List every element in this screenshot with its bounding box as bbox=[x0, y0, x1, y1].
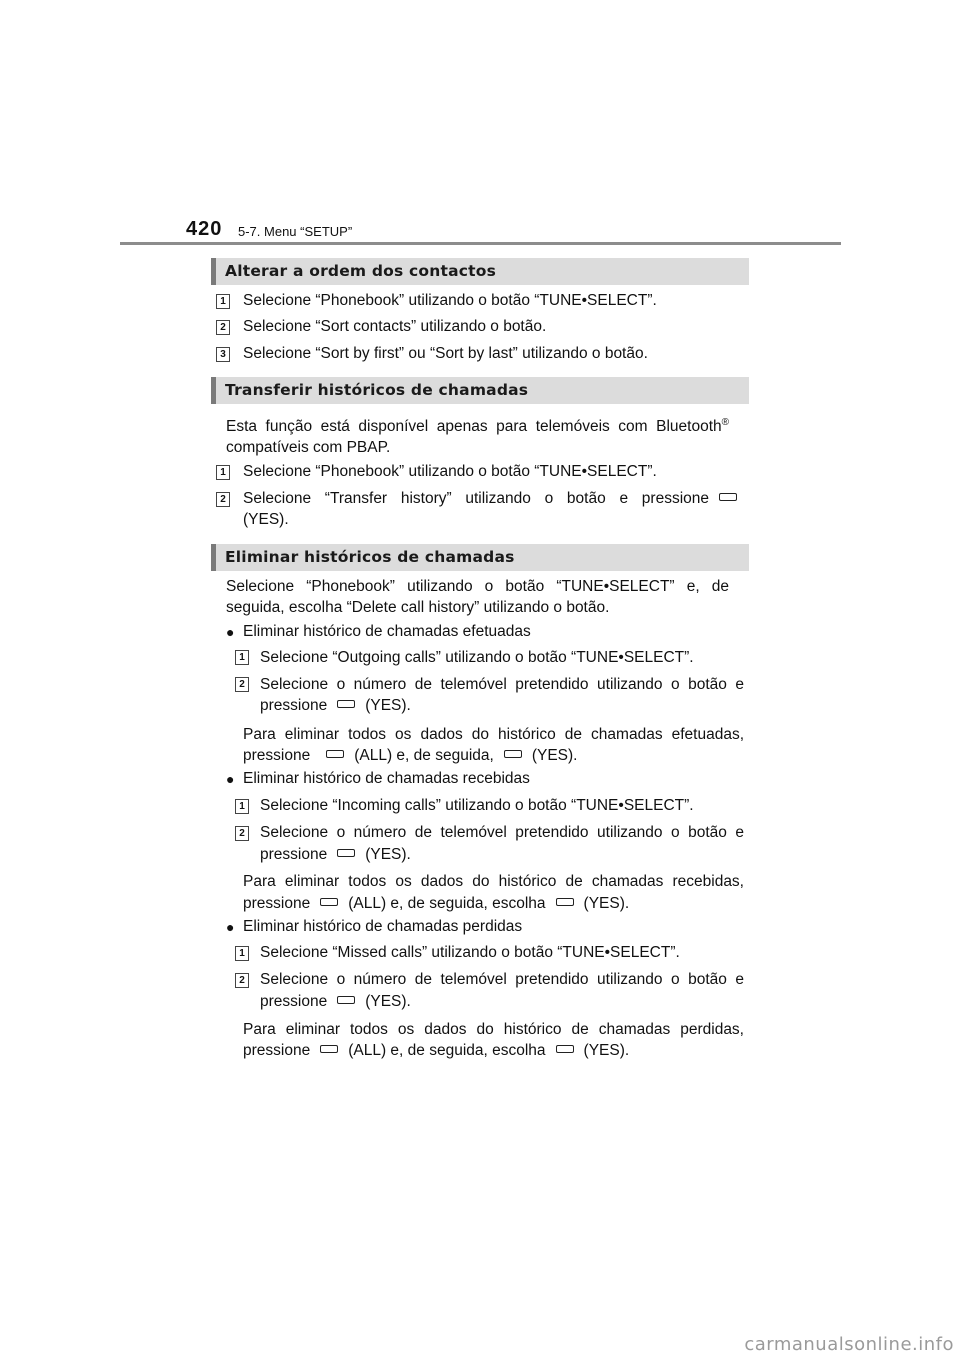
step-number-badge: 2 bbox=[216, 492, 230, 507]
note-text: Para eliminar todos os dados do histórico de chamadas recebidas, bbox=[243, 873, 744, 890]
paragraph-line: compatíveis com PBAP. bbox=[226, 439, 391, 456]
yes-key-icon bbox=[504, 750, 522, 758]
watermark: carmanualsonline.info bbox=[744, 1334, 954, 1355]
step-number-badge: 3 bbox=[216, 347, 230, 362]
yes-key-icon bbox=[337, 700, 355, 708]
step-text: Selecione “Sort contacts” utilizando o botão. bbox=[243, 318, 547, 335]
step-text: pressione (YES). bbox=[260, 993, 411, 1010]
chapter-title: 5-7. Menu “SETUP” bbox=[238, 224, 353, 239]
yes-key-icon bbox=[556, 1045, 574, 1053]
step-number-badge: 2 bbox=[235, 677, 249, 692]
step-text: Selecione “Phonebook” utilizando o botão “TUNE•SELECT”. bbox=[243, 463, 657, 480]
all-key-icon bbox=[320, 1045, 338, 1053]
section-heading-transfer-history bbox=[211, 377, 749, 404]
note-text: pressione (ALL) e, de seguida, escolha (YES). bbox=[243, 895, 630, 912]
step-number-badge: 1 bbox=[235, 799, 249, 814]
step-text: pressione (YES). bbox=[260, 697, 411, 714]
section-heading-delete-history bbox=[211, 544, 749, 571]
bullet-text: Eliminar histórico de chamadas efetuadas bbox=[243, 623, 531, 640]
step-number-badge: 2 bbox=[216, 320, 230, 335]
yes-key-icon bbox=[337, 849, 355, 857]
bullet-icon: ● bbox=[226, 624, 235, 640]
step-number-badge: 1 bbox=[235, 650, 249, 665]
all-key-icon bbox=[320, 898, 338, 906]
note-text: pressione (ALL) e, de seguida, (YES). bbox=[243, 747, 578, 764]
yes-key-icon bbox=[337, 996, 355, 1004]
step-number-badge: 2 bbox=[235, 826, 249, 841]
step-text: Selecione o número de telemóvel pretendido utilizando o botão e bbox=[260, 676, 744, 693]
bullet-icon: ● bbox=[226, 771, 235, 787]
paragraph-line: Esta função está disponível apenas para telemóveis com Bluetooth® bbox=[226, 416, 729, 435]
bullet-icon: ● bbox=[226, 919, 235, 935]
section-heading-sort-contacts bbox=[211, 258, 749, 285]
step-text: Selecione o número de telemóvel pretendido utilizando o botão e bbox=[260, 824, 744, 841]
yes-key-icon bbox=[719, 493, 737, 501]
step-text: Selecione “Transfer history” utilizando o botão e pressione bbox=[243, 489, 746, 509]
header-divider bbox=[120, 242, 841, 245]
section-heading-text: Eliminar históricos de chamadas bbox=[225, 548, 515, 566]
step-number-badge: 2 bbox=[235, 973, 249, 988]
step-number-badge: 1 bbox=[216, 465, 230, 480]
step-number-badge: 1 bbox=[235, 946, 249, 961]
paragraph-line: Selecione “Phonebook” utilizando o botão “TUNE•SELECT” e, de bbox=[226, 578, 729, 595]
step-text: Selecione “Phonebook” utilizando o botão “TUNE•SELECT”. bbox=[243, 292, 657, 309]
step-text: Selecione “Sort by first” ou “Sort by last” utilizando o botão. bbox=[243, 345, 648, 362]
step-number-badge: 1 bbox=[216, 294, 230, 309]
note-text: Para eliminar todos os dados do histórico de chamadas efetuadas, bbox=[243, 726, 744, 743]
note-text: pressione (ALL) e, de seguida, escolha (YES). bbox=[243, 1042, 630, 1059]
paragraph-line: seguida, escolha “Delete call history” utilizando o botão. bbox=[226, 599, 610, 616]
step-text: Selecione “Incoming calls” utilizando o botão “TUNE•SELECT”. bbox=[260, 797, 694, 814]
registered-mark: ® bbox=[721, 416, 729, 428]
section-heading-text: Alterar a ordem dos contactos bbox=[225, 262, 497, 280]
bullet-text: Eliminar histórico de chamadas perdidas bbox=[243, 918, 523, 935]
note-text: Para eliminar todos os dados do histórico de chamadas perdidas, bbox=[243, 1021, 744, 1038]
step-text: pressione (YES). bbox=[260, 846, 411, 863]
page-number: 420 bbox=[186, 218, 223, 240]
section-heading-text: Transferir históricos de chamadas bbox=[225, 381, 529, 399]
yes-key-icon bbox=[556, 898, 574, 906]
bullet-text: Eliminar histórico de chamadas recebidas bbox=[243, 770, 530, 787]
all-key-icon bbox=[326, 750, 344, 758]
step-text: Selecione “Missed calls” utilizando o botão “TUNE•SELECT”. bbox=[260, 944, 680, 961]
step-text: Selecione o número de telemóvel pretendido utilizando o botão e bbox=[260, 971, 744, 988]
step-text: (YES). bbox=[243, 511, 289, 528]
step-text: Selecione “Outgoing calls” utilizando o botão “TUNE•SELECT”. bbox=[260, 649, 694, 666]
